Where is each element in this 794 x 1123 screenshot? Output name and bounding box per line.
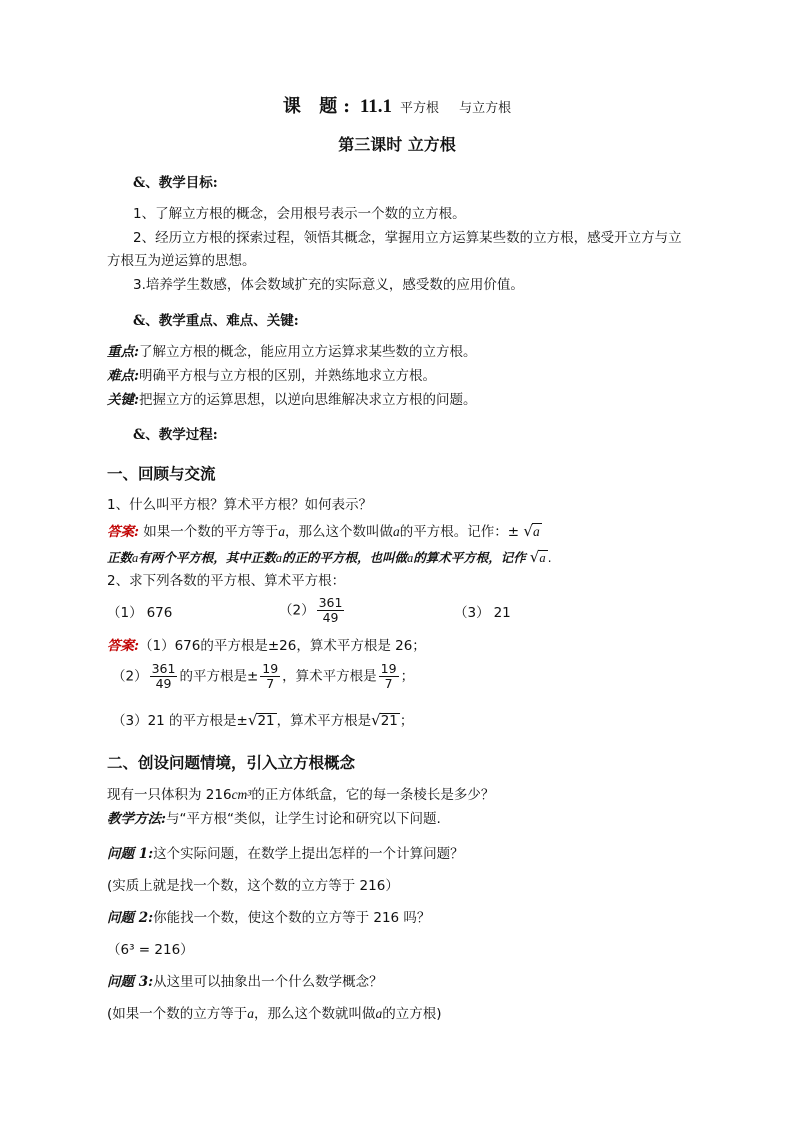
- answer2-line1: [107, 637, 426, 655]
- question-text: 这个实际问题，在数学上提出怎样的一个计算问题？: [153, 846, 464, 862]
- note-text-b: 有两个平方根，其中正数: [138, 550, 276, 565]
- method-label: 教学方法:: [107, 811, 166, 827]
- sqrt-21: 21: [380, 713, 398, 729]
- title-topic-a: 平方根: [400, 101, 440, 116]
- key-text: 把握立方的运算思想，以逆向思维解决求立方根的问题。: [138, 392, 477, 408]
- radical-sign: √: [523, 522, 533, 540]
- difficulty-text: 明确平方根与立方根的区别，并熟练地求立方根。: [138, 368, 436, 384]
- goal-item: 3.培养学生数感，体会数域扩充的实际意义，感受数的应用价值。: [133, 277, 524, 293]
- sqrt-a: a: [532, 524, 540, 539]
- question-text: 从这里可以抽象出一个什么数学概念？: [153, 974, 383, 990]
- intro-text-a: 现有一只体积为 216: [107, 787, 232, 803]
- section2-heading: 二、创设问题情境，引入立方根概念: [107, 754, 356, 772]
- frac-den: 7: [384, 676, 393, 691]
- frac-den: 49: [322, 610, 339, 625]
- goal-item: 方根互为逆运算的思想。: [107, 253, 256, 269]
- question-text: 你能找一个数，使这个数的立方等于 216 吗？: [153, 910, 431, 926]
- focus-text: 了解立方根的概念，能应用立方运算求某些数的立方根。: [138, 344, 477, 360]
- note-text-d: 的算术平方根，记作: [413, 550, 526, 565]
- answer2-line2: [112, 662, 414, 691]
- section1-q1: 1、什么叫平方根？算术平方根？如何表示？: [107, 497, 373, 513]
- goals-heading: &、教学目标:: [133, 175, 218, 191]
- fraction-19-7: [260, 662, 280, 691]
- key-label: 关键:: [107, 392, 139, 408]
- question3-answer: [107, 1005, 442, 1023]
- question3: [107, 973, 383, 991]
- answer1-text-c: 的平方根。记作：±: [399, 524, 520, 540]
- radical-sign: √: [371, 711, 381, 729]
- note-end: .: [547, 550, 552, 565]
- lesson-title: [0, 92, 794, 118]
- var-a: a: [247, 1006, 255, 1021]
- goal-item: 1、了解立方根的概念，会用根号表示一个数的立方根。: [133, 206, 466, 222]
- item1-value: 676: [146, 605, 173, 621]
- section1-heading: 一、回顾与交流: [107, 465, 216, 483]
- section2-method: [107, 810, 441, 828]
- question-label: 问题 3:: [107, 974, 154, 990]
- section1-q2: 2、求下列各数的平方根、算术平方根：: [107, 573, 346, 589]
- ans3-end: ；: [399, 713, 414, 729]
- lesson-subtitle: 第三课时 立方根: [338, 135, 456, 154]
- q3-ans-text-b: ，那么这个数就叫做: [254, 1006, 376, 1022]
- item2-label: （2）: [279, 602, 315, 619]
- process-heading: &、教学过程:: [133, 427, 218, 443]
- section2-intro: [107, 786, 494, 804]
- frac-num: 19: [380, 661, 397, 676]
- question-label: 问题 1:: [107, 846, 154, 862]
- note-text-a: 正数: [107, 550, 133, 565]
- question1-answer: (实质上就是找一个数，这个数的立方等于 216）: [107, 878, 399, 894]
- frac-den: 49: [155, 676, 172, 691]
- item3-value: 21: [493, 605, 511, 621]
- item1-label: （1）: [107, 605, 143, 621]
- ans3-text-a: （3）21 的平方根是±: [112, 713, 248, 729]
- frac-num: 19: [262, 661, 279, 676]
- var-a: a: [275, 551, 283, 565]
- sqrt-a: a: [539, 551, 546, 565]
- keypoints-heading: &、教学重点、难点、关键:: [133, 313, 299, 329]
- q3-ans-text-c: 的立方根): [382, 1006, 442, 1022]
- fraction-19-7: [379, 662, 399, 691]
- q3-ans-text-a: (如果一个数的立方等于: [107, 1006, 248, 1022]
- ans2-label: （2）: [112, 668, 148, 685]
- answer1-text-a: 如果一个数的平方等于: [143, 524, 279, 540]
- var-a: a: [375, 1006, 383, 1021]
- question1: [107, 845, 464, 863]
- focus-line: [107, 343, 476, 361]
- method-text: 与“平方根“类似，让学生讨论和研究以下问题.: [165, 811, 441, 827]
- difficulty-line: [107, 367, 436, 385]
- note-text-c: 的正的平方根，也叫做: [282, 550, 408, 565]
- answer1-text-b: ，那么这个数叫做: [285, 524, 394, 540]
- var-a: a: [132, 551, 139, 565]
- ans2-end: ；: [400, 668, 415, 685]
- section1-note: [107, 548, 552, 567]
- question2: [107, 909, 430, 927]
- question2-answer: （6³ = 216）: [107, 942, 194, 958]
- answer-label: 答案:: [107, 638, 139, 654]
- fraction-361-49: [150, 662, 178, 691]
- answer2-line3: [112, 711, 413, 730]
- frac-den: 7: [266, 676, 275, 691]
- exercise-row: [107, 596, 527, 632]
- sqrt-21: 21: [257, 713, 275, 729]
- frac-num: 361: [151, 661, 176, 676]
- goal-item: 2、经历立方根的探索过程，领悟其概念，掌握用立方运算某些数的立方根，感受开立方与立: [133, 230, 682, 246]
- answer-label: 答案:: [107, 524, 139, 540]
- var-a: a: [278, 524, 286, 539]
- radical-sign: √: [529, 548, 540, 566]
- var-a: a: [407, 551, 414, 565]
- title-topic-b: 与立方根: [459, 101, 512, 116]
- title-number: 11.1: [359, 96, 393, 117]
- ans2-text-b: ，算术平方根是: [282, 668, 377, 685]
- ans2-text-a: 的平方根是±: [179, 668, 259, 685]
- focus-label: 重点:: [107, 344, 139, 360]
- fraction-361-49: [317, 596, 345, 625]
- intro-text-b: 的正方体纸盒，它的每一条棱长是多少？: [251, 787, 495, 803]
- var-a: a: [393, 524, 400, 539]
- answer2-1-text: （1）676的平方根是±26，算术平方根是 26；: [138, 638, 426, 654]
- section1-answer1: [107, 522, 542, 541]
- item3-label: （3）: [454, 605, 490, 621]
- difficulty-label: 难点:: [107, 368, 139, 384]
- key-line: [107, 391, 476, 409]
- frac-num: 361: [318, 595, 343, 610]
- title-prefix: 课 题:: [282, 96, 356, 117]
- ans3-text-b: ，算术平方根是: [276, 713, 372, 729]
- unit-cm3: cm³: [231, 787, 252, 802]
- question-label: 问题 2:: [107, 910, 154, 926]
- radical-sign: √: [247, 711, 258, 729]
